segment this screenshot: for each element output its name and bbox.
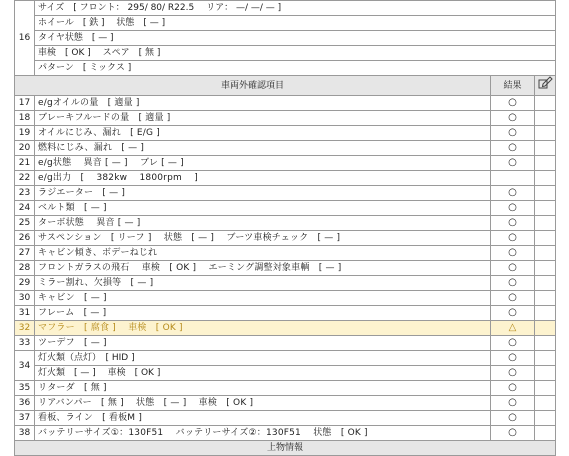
row-number: 24 <box>15 201 35 216</box>
inspection-row <box>15 426 556 441</box>
inspection-row <box>15 216 556 231</box>
result-mark: ○ <box>491 351 535 366</box>
blank-cell <box>535 216 556 231</box>
item-text: フレーム [ — ] <box>35 306 491 321</box>
blank-cell <box>535 276 556 291</box>
row-number: 23 <box>15 186 35 201</box>
tire-row <box>15 16 556 31</box>
result-mark: ○ <box>491 96 535 111</box>
blank-cell <box>535 171 556 186</box>
item-text: キャビン [ — ] <box>35 291 491 306</box>
inspection-row <box>15 366 556 381</box>
item-text: 灯火類 [ — ] 車検 [ OK ] <box>35 366 491 381</box>
inspection-row <box>15 156 556 171</box>
inspection-row <box>15 381 556 396</box>
result-mark: ○ <box>491 261 535 276</box>
result-mark: ○ <box>491 111 535 126</box>
result-mark <box>491 171 535 186</box>
inspection-row <box>15 261 556 276</box>
item-text: ベルト類 [ — ] <box>35 201 491 216</box>
item-text: e/gオイルの量 [ 適量 ] <box>35 96 491 111</box>
blank-cell <box>535 291 556 306</box>
row-number: 19 <box>15 126 35 141</box>
item-text: バッテリーサイズ①：130F51 バッテリーサイズ②：130F51 状態 [ OK ] <box>35 426 491 441</box>
edit-cell[interactable] <box>535 76 556 96</box>
result-mark: ○ <box>491 426 535 441</box>
tire-detail: ホイール [ 鉄 ] 状態 [ — ] <box>35 16 556 31</box>
result-mark: ○ <box>491 141 535 156</box>
inspection-row <box>15 411 556 426</box>
inspection-row <box>15 111 556 126</box>
blank-cell <box>535 96 556 111</box>
item-text: e/g出力 [ 382kw 1800rpm ] <box>35 171 491 186</box>
item-text: ラジエーター [ — ] <box>35 186 491 201</box>
row-number: 25 <box>15 216 35 231</box>
blank-cell <box>535 126 556 141</box>
item-text: ブレーキフルードの量 [ 適量 ] <box>35 111 491 126</box>
item-text: ミラー割れ、欠損等 [ — ] <box>35 276 491 291</box>
blank-cell <box>535 231 556 246</box>
item-text: 燃料にじみ、漏れ [ — ] <box>35 141 491 156</box>
inspection-row <box>15 246 556 261</box>
result-mark: ○ <box>491 336 535 351</box>
result-mark: ○ <box>491 306 535 321</box>
blank-cell <box>535 306 556 321</box>
item-text: オイルにじみ、漏れ [ E/G ] <box>35 126 491 141</box>
inspection-row <box>15 126 556 141</box>
result-mark: ○ <box>491 201 535 216</box>
result-mark: ○ <box>491 186 535 201</box>
blank-cell <box>535 381 556 396</box>
inspection-row <box>15 291 556 306</box>
blank-cell <box>535 336 556 351</box>
item-text: ターボ状態 異音 [ — ] <box>35 216 491 231</box>
result-mark: ○ <box>491 381 535 396</box>
item-text: e/g状態 異音 [ — ] ブレ [ — ] <box>35 156 491 171</box>
tire-row <box>15 46 556 61</box>
row-number: 29 <box>15 276 35 291</box>
result-mark: ○ <box>491 291 535 306</box>
row-number: 16 <box>15 1 35 76</box>
inspection-row <box>15 171 556 186</box>
section-title: 上物情報 <box>15 441 556 456</box>
row-number: 35 <box>15 381 35 396</box>
item-text: 灯火類（点灯） [ HID ] <box>35 351 491 366</box>
tire-detail: サイズ [ フロント： 295/ 80/ R22.5 リア： —/ —/ — ] <box>35 1 556 16</box>
blank-cell <box>535 411 556 426</box>
inspection-row <box>15 351 556 366</box>
row-number: 36 <box>15 396 35 411</box>
blank-cell <box>535 321 556 336</box>
row-number: 38 <box>15 426 35 441</box>
item-text: フロントガラスの飛石 車検 [ OK ] エーミング調整対象車輌 [ — ] <box>35 261 491 276</box>
inspection-row <box>15 96 556 111</box>
row-number: 17 <box>15 96 35 111</box>
row-number: 26 <box>15 231 35 246</box>
inspection-row <box>15 276 556 291</box>
tire-row <box>15 31 556 46</box>
tire-detail: タイヤ状態 [ — ] <box>35 31 556 46</box>
result-mark: ○ <box>491 231 535 246</box>
blank-cell <box>535 111 556 126</box>
tire-detail: パターン [ ミックス ] <box>35 61 556 76</box>
result-mark: ○ <box>491 411 535 426</box>
result-mark: ○ <box>491 126 535 141</box>
item-text: サスペンション [ リーフ ] 状態 [ — ] ブーツ車検チェック [ — ] <box>35 231 491 246</box>
edit-icon[interactable] <box>536 76 555 90</box>
blank-cell <box>535 156 556 171</box>
row-number: 30 <box>15 291 35 306</box>
row-number: 37 <box>15 411 35 426</box>
row-number: 34 <box>15 351 35 381</box>
result-mark: △ <box>491 321 535 336</box>
inspection-row <box>15 201 556 216</box>
row-number: 21 <box>15 156 35 171</box>
inspection-row <box>15 231 556 246</box>
section-header <box>15 441 556 456</box>
row-number: 31 <box>15 306 35 321</box>
blank-cell <box>535 426 556 441</box>
result-mark: ○ <box>491 276 535 291</box>
result-mark: ○ <box>491 366 535 381</box>
inspection-row <box>15 321 556 336</box>
inspection-row <box>15 141 556 156</box>
result-mark: ○ <box>491 246 535 261</box>
row-number: 32 <box>15 321 35 336</box>
blank-cell <box>535 366 556 381</box>
blank-cell <box>535 351 556 366</box>
section-header <box>15 76 556 96</box>
section-title: 車両外確認項目 <box>15 76 491 96</box>
item-text: 看板、ライン [ 看板M ] <box>35 411 491 426</box>
blank-cell <box>535 261 556 276</box>
blank-cell <box>535 186 556 201</box>
tire-detail: 車検 [ OK ] スペア [ 無 ] <box>35 46 556 61</box>
row-number: 28 <box>15 261 35 276</box>
blank-cell <box>535 141 556 156</box>
row-number: 33 <box>15 336 35 351</box>
result-header: 結果 <box>491 76 535 96</box>
item-text: リアバンパー [ 無 ] 状態 [ — ] 車検 [ OK ] <box>35 396 491 411</box>
tire-row <box>15 1 556 16</box>
item-text: キャビン傾き、ボデーねじれ <box>35 246 491 261</box>
item-text: リターダ [ 無 ] <box>35 381 491 396</box>
inspection-row <box>15 396 556 411</box>
inspection-row <box>15 186 556 201</box>
blank-cell <box>535 396 556 411</box>
row-number: 18 <box>15 111 35 126</box>
tire-row <box>15 61 556 76</box>
inspection-row <box>15 336 556 351</box>
result-mark: ○ <box>491 396 535 411</box>
item-text: ツーデフ [ — ] <box>35 336 491 351</box>
result-mark: ○ <box>491 156 535 171</box>
blank-cell <box>535 246 556 261</box>
inspection-row <box>15 306 556 321</box>
blank-cell <box>535 201 556 216</box>
row-number: 22 <box>15 171 35 186</box>
row-number: 27 <box>15 246 35 261</box>
result-mark: ○ <box>491 216 535 231</box>
item-text: マフラー [ 腐食 ] 車検 [ OK ] <box>35 321 491 336</box>
row-number: 20 <box>15 141 35 156</box>
inspection-table <box>14 0 556 456</box>
